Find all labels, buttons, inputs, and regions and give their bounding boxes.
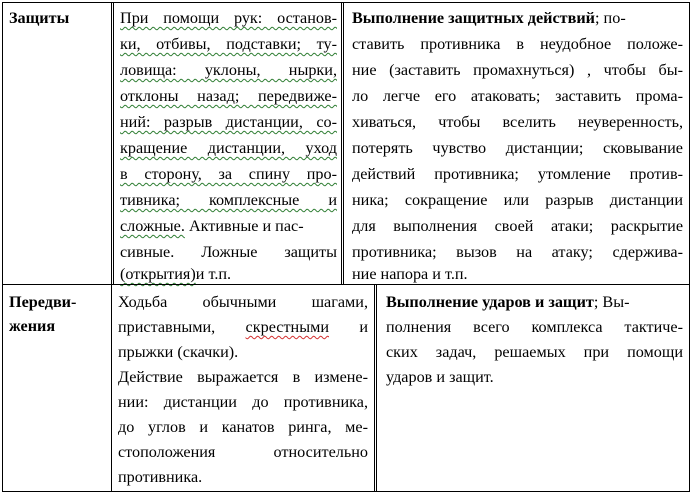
tasks-line: ние (заставить промахнуться) , чтобы бы- bbox=[352, 61, 683, 79]
tasks-line: противника; вызов на атаку; сдержива- bbox=[352, 243, 683, 261]
row-header: жения bbox=[9, 317, 56, 335]
tasks-line: ударов и защит. bbox=[386, 368, 494, 386]
tasks-line: Выполнение ударов и защит; Вы- bbox=[386, 293, 630, 311]
means-line: стоположения относительно bbox=[118, 443, 368, 461]
means-line: сивные. Ложные защиты bbox=[120, 243, 337, 261]
tasks-line: ских задач, решаемых при помощи bbox=[386, 343, 683, 361]
means-line: противника. bbox=[118, 468, 203, 486]
tasks-line: для выполнения своей атаки; раскрытие bbox=[352, 217, 683, 235]
means-line: кращение дистанции, уход bbox=[120, 139, 337, 157]
tasks-line: ло легче его атаковать; заставить прома- bbox=[352, 87, 683, 105]
tasks-cell bbox=[344, 3, 689, 284]
header-cell bbox=[3, 3, 111, 284]
table-row bbox=[2, 284, 690, 492]
tasks-line: ние напора и т.п. bbox=[352, 265, 468, 283]
means-line: нии: дистанции до противника, bbox=[118, 393, 368, 411]
means-line: прыжки (скачки). bbox=[118, 343, 239, 361]
means-line: (открытия)и т.п. bbox=[120, 265, 232, 283]
row-header: Передви- bbox=[9, 293, 77, 311]
tasks-line: потерять чувство дистанции; сковывание bbox=[352, 139, 683, 157]
means-line: ловища: уклоны, нырки, bbox=[120, 61, 337, 79]
means-cell bbox=[112, 285, 374, 491]
means-line: Ходьба обычными шагами, bbox=[118, 293, 368, 311]
means-cell bbox=[114, 3, 341, 284]
table-row bbox=[2, 2, 690, 285]
tasks-cell bbox=[377, 285, 689, 491]
tasks-line: ставить противника в неудобное положе- bbox=[352, 35, 683, 53]
row-header: Защиты bbox=[9, 9, 70, 27]
means-line: сложные. Активные и пас- bbox=[120, 217, 304, 235]
tasks-line: действий противника; утомление против- bbox=[352, 165, 683, 183]
means-line: приставными, скрестными и bbox=[118, 318, 368, 336]
tasks-line: Выполнение защитных действий; по- bbox=[352, 9, 626, 27]
means-line: отклоны назад; передвиже- bbox=[120, 87, 337, 105]
means-line: тивника; комплексные и bbox=[120, 191, 337, 209]
means-line: При помощи рук: останов- bbox=[120, 9, 337, 27]
means-line: ний: разрыв дистанции, со- bbox=[120, 113, 337, 131]
tasks-line: хиваться, чтобы вселить неуверенность, bbox=[352, 113, 683, 131]
means-line: в сторону, за спину про- bbox=[120, 165, 337, 183]
tasks-line: ника; сокращение или разрыв дистанции bbox=[352, 191, 683, 209]
means-line: ки, отбивы, подставки; ту- bbox=[120, 35, 337, 53]
means-line: Действие выражается в измене- bbox=[118, 368, 368, 386]
means-line: до углов и канатов ринга, ме- bbox=[118, 418, 368, 436]
tasks-line: полнения всего комплекса тактиче- bbox=[386, 318, 683, 336]
header-cell bbox=[3, 285, 111, 491]
